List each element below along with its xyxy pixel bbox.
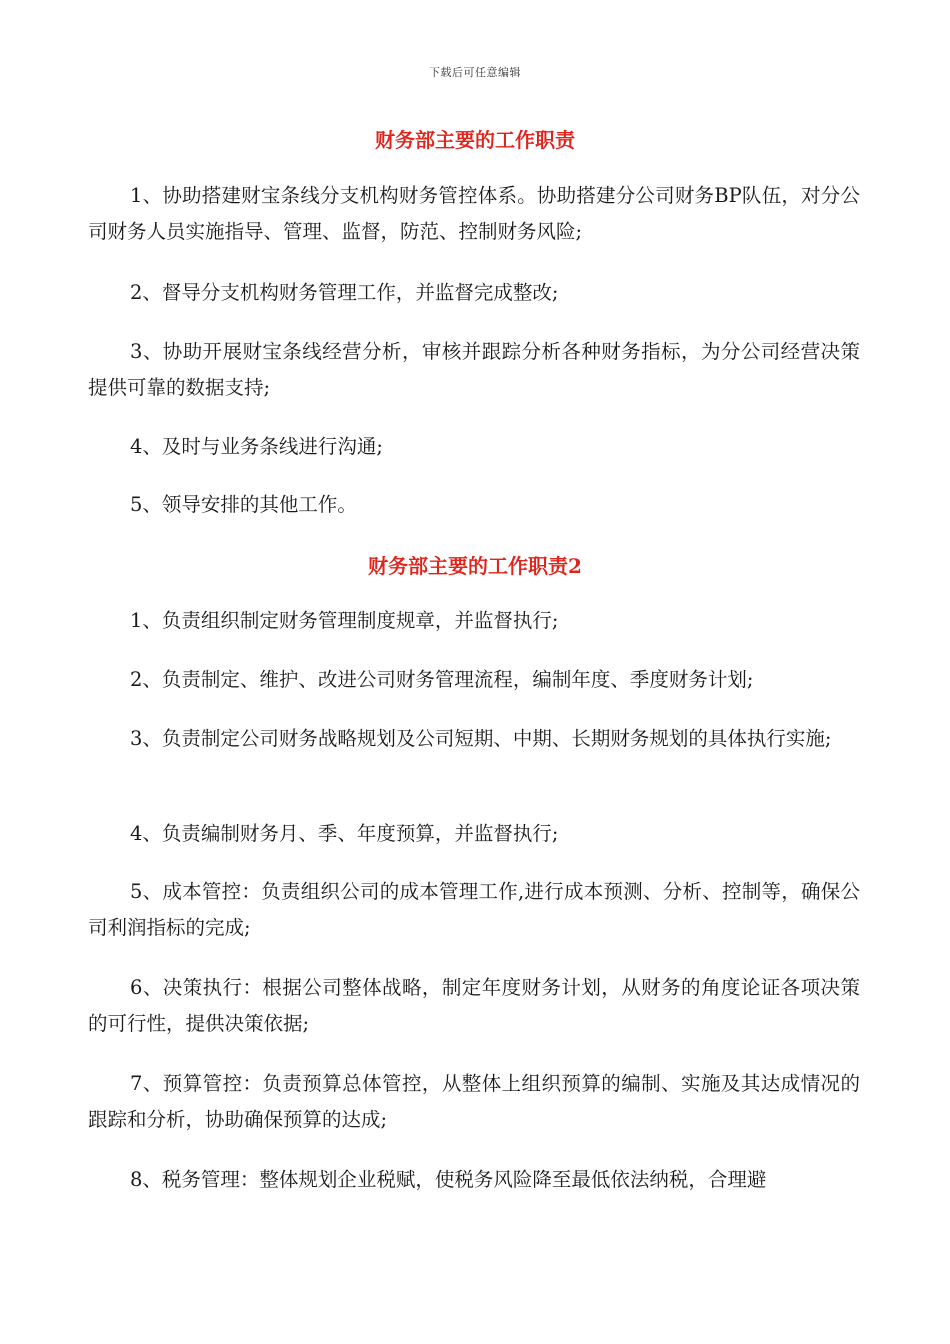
section-title-2: 财务部主要的工作职责2 [368,554,582,578]
section-title: 财务部主要的工作职责 [375,128,575,152]
duty-item: 1、负责组织制定财务管理制度规章，并监督执行; [130,609,559,632]
duty-item: 7、预算管控：负责预算总体管控，从整体上组织预算的编制、实施及其达成情况的跟踪和分析，协助确保预算的达成; [88,1072,860,1131]
duty-item: 2、督导分支机构财务管理工作，并监督完成整改; [130,281,559,304]
duty-item: 1、协助搭建财宝条线分支机构财务管控体系。协助搭建分公司财务BP队伍，对分公司财务人员实施指导、管理、监督，防范、控制财务风险; [88,184,860,243]
duty-item: 4、及时与业务条线进行沟通; [130,435,383,458]
duty-item: 3、负责制定公司财务战略规划及公司短期、中期、长期财务规划的具体执行实施; [130,727,832,750]
duty-item: 5、领导安排的其他工作。 [130,493,357,516]
duty-item: 5、成本管控：负责组织公司的成本管理工作,进行成本预测、分析、控制等，确保公司利润指标的完成; [88,880,860,939]
duty-item: 8、税务管理：整体规划企业税赋，使税务风险降至最低依法纳税，合理避 [130,1168,767,1191]
page-header-note: 下载后可任意编辑 [429,66,521,79]
duty-item: 3、协助开展财宝条线经营分析，审核并跟踪分析各种财务指标，为分公司经营决策提供可靠的数据支持; [88,340,860,399]
duty-item: 6、决策执行：根据公司整体战略，制定年度财务计划，从财务的角度论证各项决策的可行性，提供决策依据; [88,976,860,1035]
duty-item: 4、负责编制财务月、季、年度预算，并监督执行; [130,822,559,845]
duty-item: 2、负责制定、维护、改进公司财务管理流程，编制年度、季度财务计划; [130,668,754,691]
